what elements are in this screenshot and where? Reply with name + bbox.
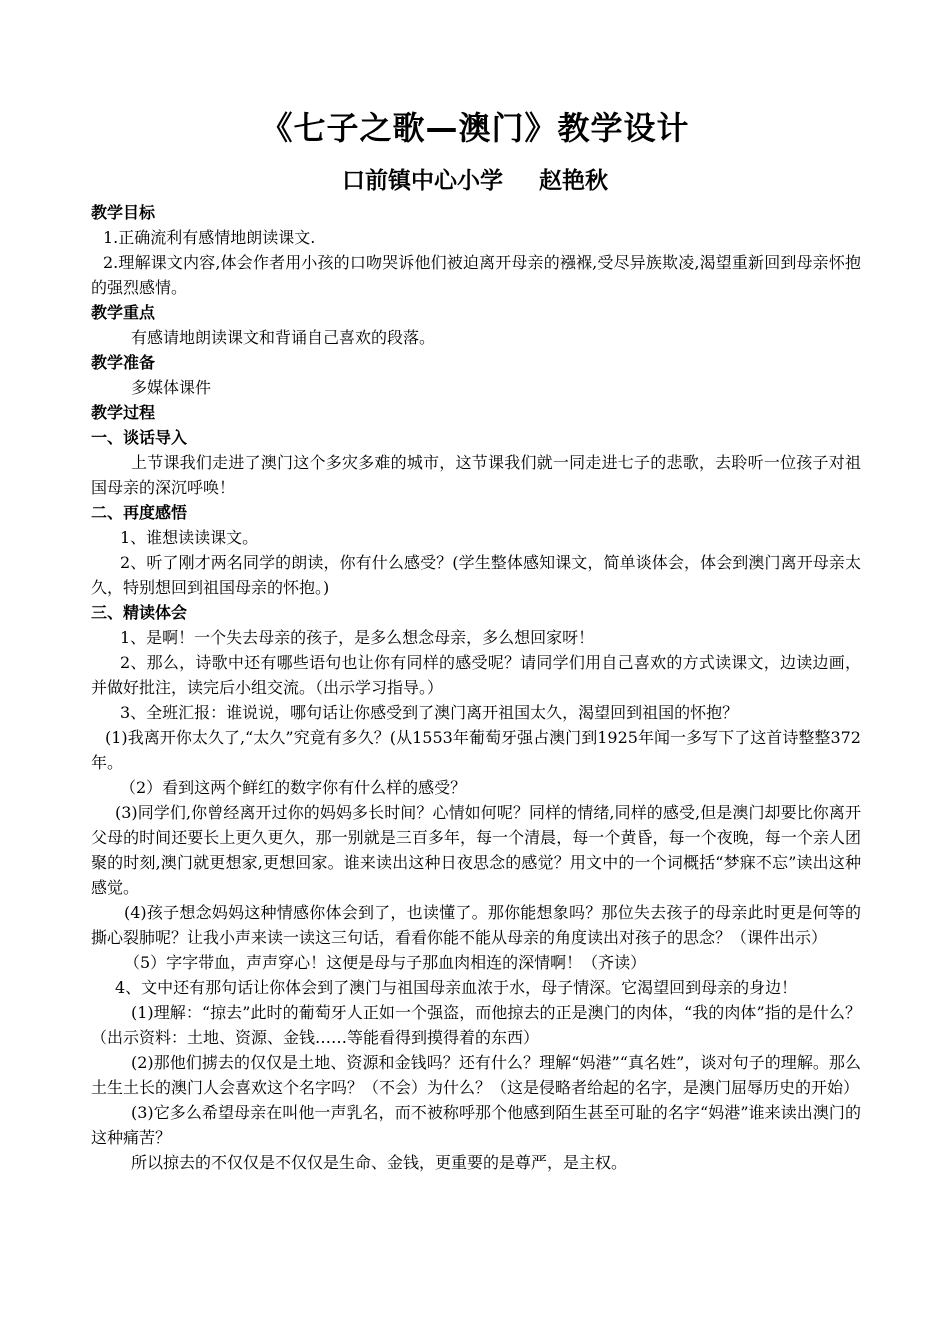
section-heading-focus: 教学重点 <box>91 303 156 322</box>
part3-item-3-3: (3)同学们,你曾经离开过你的妈妈多长时间？心情如何呢？同样的情绪,同样的感受,但是澳门却要比你离开父母的时间还要长上更久更久，那一别就是三百多年，每一个清晨，每一个黄昏，每一个夜晚，每一个亲人团聚的时刻,澳门就更想家,更想回家。谁来读出这种日夜思念的感觉？用文中的一个词概括“梦寐不忘”读出这种感觉。 <box>91 803 861 897</box>
part2-heading: 二、再度感悟 <box>91 503 188 522</box>
author-line <box>0 162 950 195</box>
section-heading-goals: 教学目标 <box>91 203 156 222</box>
part3-item-3-4: (4)孩子想念妈妈这种情感你体会到了，也读懂了。那你能想象吗？那位失去孩子的母亲此时更是何等的撕心裂肺呢？让我小声来读一读这三句话，看看你能不能从母亲的角度读出对孩子的思念？（课件出示） <box>91 903 861 947</box>
focus-text: 有感请地朗读课文和背诵自己喜欢的段落。 <box>131 328 436 347</box>
part3-item-4: 4、文中还有那句话让你体会到了澳门与祖国母亲血浓于水，母子情深。它渴望回到母亲的身边！ <box>115 978 798 997</box>
goal-2: 2.理解课文内容,体会作者用小孩的口吻哭诉他们被迫离开母亲的襁褓,受尽异族欺凌,渴望重新回到母亲怀抱的强烈感情。 <box>91 253 861 297</box>
section-heading-process: 教学过程 <box>91 403 156 422</box>
part3-item-1: 1、是啊！一个失去母亲的孩子，是多么想念母亲，多么想回家呀！ <box>120 628 595 647</box>
document-body <box>91 200 861 1175</box>
goal-1: 1.正确流利有感情地朗读课文. <box>103 228 316 247</box>
part3-item-3: 3、全班汇报：谁说说，哪句话让你感受到了澳门离开祖国太久，渴望回到祖国的怀抱？ <box>120 703 739 722</box>
part3-item-3-1: (1)我离开你太久了,“太久”究竟有多久？(从1553年葡萄牙强占澳门到1925年闻一多写下了这首诗整整372年。 <box>91 728 861 772</box>
author-school: 口前镇中心小学 <box>342 168 503 194</box>
prep-text: 多媒体课件 <box>131 378 212 397</box>
closing-text: 所以掠去的不仅仅是不仅仅是生命、金钱，更重要的是尊严，是主权。 <box>131 1153 628 1172</box>
part3-item-3-2: （2）看到这两个鲜红的数字你有什么样的感受？ <box>120 778 467 797</box>
part2-item-2: 2、听了刚才两名同学的朗读，你有什么感受？(学生整体感知课文，简单谈体会，体会到澳门离开母亲太久，特别想回到祖国母亲的怀抱。) <box>91 553 861 597</box>
part2-item-1: 1、谁想读读课文。 <box>120 528 259 547</box>
part1-text: 上节课我们走进了澳门这个多灾多难的城市，这节课我们就一同走进七子的悲歌，去聆听一位孩子对祖国母亲的深沉呼唤！ <box>91 453 861 497</box>
document-title: 《七子之歌—澳门》教学设计 <box>260 109 690 147</box>
part3-item-4-1: (1)理解：“掠去”此时的葡萄牙人正如一个强盗，而他掠去的正是澳门的肉体，“我的肉体”指的是什么？（出示资料：土地、资源、金钱……等能看得到摸得着的东西） <box>91 1003 861 1047</box>
part3-item-4-2: (2)那他们掳去的仅仅是土地、资源和金钱吗？还有什么？理解“妈港”“真名姓”，谈对句子的理解。那么土生土长的澳门人会喜欢这个名字吗？（不会）为什么？（这是侵略者给起的名字，是澳门屈辱历史的开始） <box>91 1053 861 1097</box>
part3-item-4-3: (3)它多么希望母亲在叫他一声乳名，而不被称呼那个他感到陌生甚至可耻的名字“妈港”谁来读出澳门的这种痛苦？ <box>91 1103 861 1147</box>
section-heading-prep: 教学准备 <box>91 353 156 372</box>
part1-heading: 一、谈话导入 <box>91 428 188 447</box>
author-name: 赵艳秋 <box>539 168 608 194</box>
part3-item-3-5: （5）字字带血，声声穿心！这便是母与子那血肉相连的深情啊！（齐读） <box>124 953 647 972</box>
part3-item-2: 2、那么，诗歌中还有哪些语句也让你有同样的感受呢？请同学们用自己喜欢的方式读课文，边读边画，并做好批注，读完后小组交流。（出示学习指导。） <box>91 653 861 697</box>
part3-heading: 三、精读体会 <box>91 603 188 622</box>
